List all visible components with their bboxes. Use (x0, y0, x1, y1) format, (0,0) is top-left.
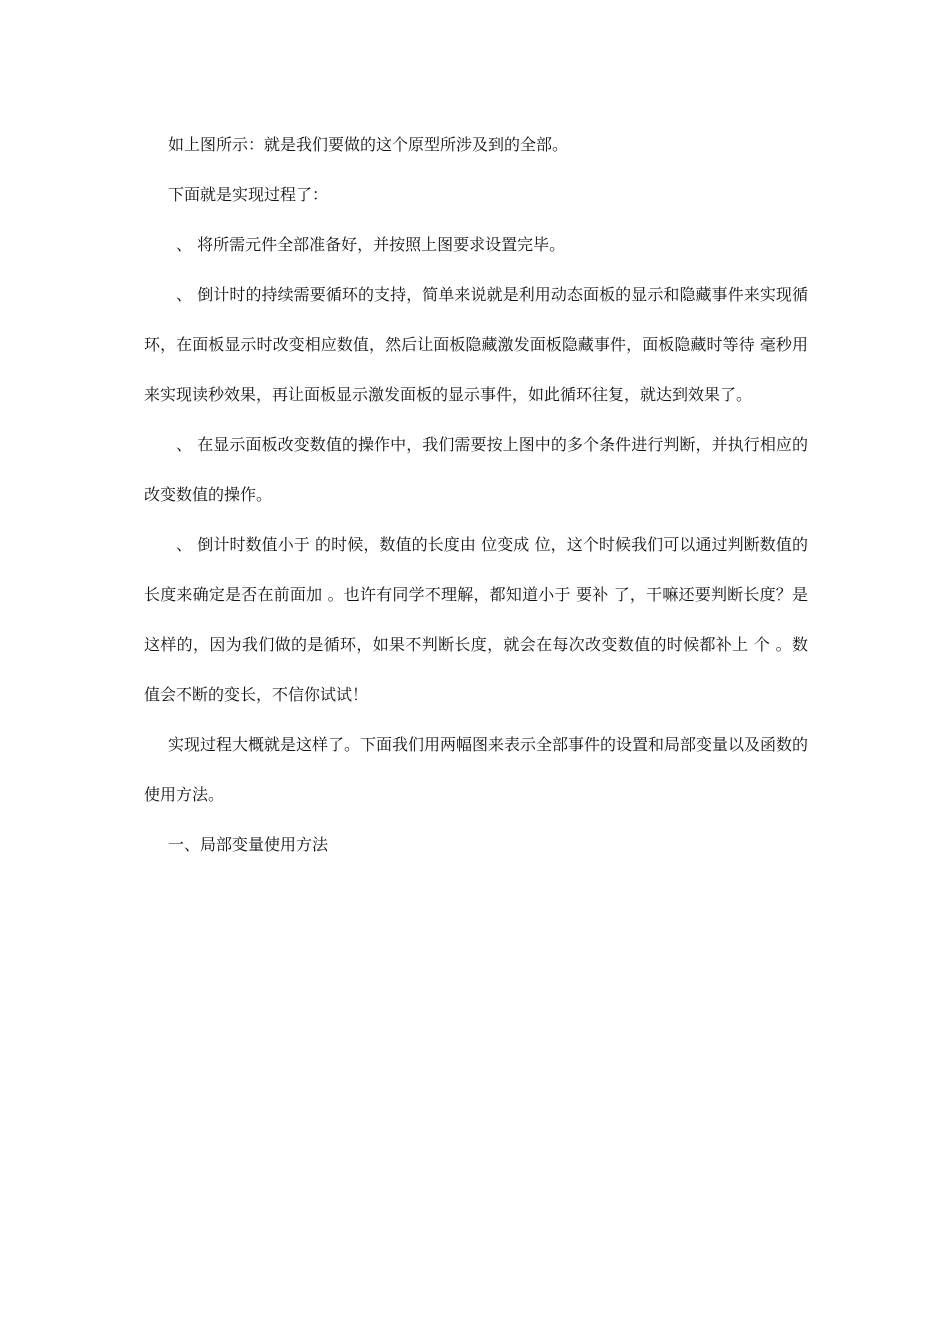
list-item-step-2: 、 倒计时的持续需要循环的支持，简单来说就是利用动态面板的显示和隐藏事件来实现循环，在面板显示时改变相应数值，然后让面板隐藏激发面板隐藏事件，面板隐藏时等待 毫秒用来实现读秒效果，再让面板显示激发面板的显示事件，如此循环往复，就达到效果了。 (144, 285, 808, 404)
list-item-step-3: 、 在显示面板改变数值的操作中，我们需要按上图中的多个条件进行判断，并执行相应的改变数值的操作。 (144, 435, 808, 504)
document-body (144, 120, 808, 870)
list-item-step-4: 、 倒计时数值小于 的时候，数值的长度由 位变成 位，这个时候我们可以通过判断数值的长度来确定是否在前面加 。也许有同学不理解，都知道小于 要补 了，干嘛还要判断长度？是这样的，因为我们做的是循环，如果不判断长度，就会在每次改变数值的时候都补上 个 。数值会不断的变长，不信你试试！ (144, 535, 808, 704)
paragraph-intro: 如上图所示：就是我们要做的这个原型所涉及到的全部。 (168, 135, 569, 154)
section-heading-local-variables: 一、局部变量使用方法 (168, 835, 329, 854)
paragraph-process-heading: 下面就是实现过程了： (168, 185, 329, 204)
paragraph-summary: 实现过程大概就是这样了。下面我们用两幅图来表示全部事件的设置和局部变量以及函数的使用方法。 (144, 735, 809, 804)
list-item-step-1: 、 将所需元件全部准备好，并按照上图要求设置完毕。 (176, 235, 566, 254)
